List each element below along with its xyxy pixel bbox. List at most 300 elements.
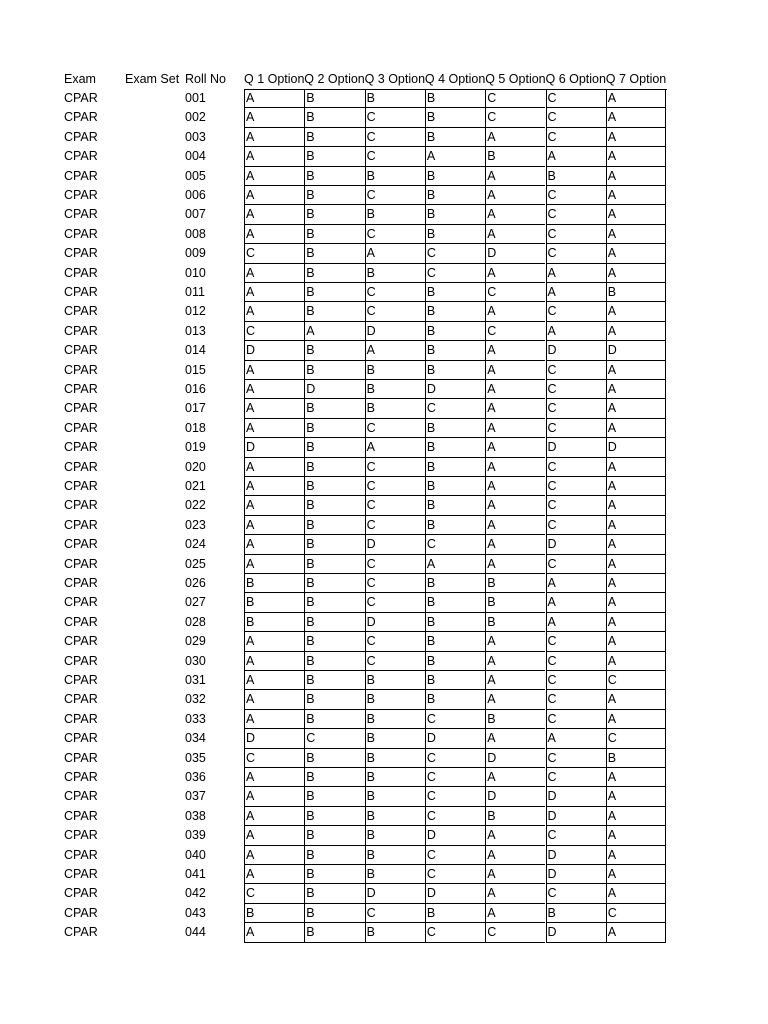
answer-cell-q3: C [365, 225, 425, 244]
answer-cell-q7: A [606, 496, 666, 515]
answer-cell-q5: B [485, 807, 545, 826]
answer-cell-q4: C [425, 710, 485, 729]
roll-no-cell: 003 [185, 129, 206, 144]
answer-cell-q4: B [425, 516, 485, 535]
answer-cell-q2: B [304, 458, 364, 477]
answer-cell-q3: B [365, 846, 425, 865]
answer-cell-q7: A [606, 652, 666, 671]
roll-no-cell: 014 [185, 343, 206, 358]
answer-cell-q2: B [304, 361, 364, 380]
answer-cell-q4: B [425, 341, 485, 360]
answer-cell-q7: A [606, 361, 666, 380]
answer-cell-q6: C [546, 89, 606, 108]
exam-cell: CPAR [64, 246, 98, 261]
answer-cell-q6: A [546, 264, 606, 283]
answer-cell-q3: B [365, 749, 425, 768]
header-q4: Q 4 Option [424, 72, 486, 86]
answer-cell-q1: A [244, 89, 304, 108]
answer-cell-q1: A [244, 807, 304, 826]
answer-cell-q2: D [304, 380, 364, 399]
answer-cell-q3: C [365, 574, 425, 593]
answer-cell-q6: C [546, 652, 606, 671]
table-row [0, 749, 768, 768]
answer-cell-q5: A [485, 516, 545, 535]
answer-cell-q3: B [365, 710, 425, 729]
answer-cell-q3: A [365, 438, 425, 457]
answer-cell-q7: C [606, 729, 666, 748]
answer-cell-q6: A [546, 729, 606, 748]
answer-cell-q4: C [425, 807, 485, 826]
answer-cell-q6: C [546, 380, 606, 399]
answer-cell-q1: A [244, 496, 304, 515]
answer-cell-q1: A [244, 632, 304, 651]
answer-cell-q5: A [485, 826, 545, 845]
answer-cell-q3: C [365, 496, 425, 515]
answer-cell-q4: B [425, 361, 485, 380]
exam-cell: CPAR [64, 285, 98, 299]
table-row [0, 535, 768, 554]
roll-no-cell: 027 [185, 595, 206, 610]
answer-cell-q5: A [485, 205, 545, 224]
answer-cell-q6: C [546, 108, 606, 127]
answer-cell-q6: C [546, 690, 606, 709]
answer-cell-q7: A [606, 128, 666, 147]
answer-cell-q1: A [244, 361, 304, 380]
answer-cell-q2: B [304, 768, 364, 787]
answer-cell-q1: A [244, 302, 304, 321]
table-row [0, 690, 768, 709]
roll-no-cell: 041 [185, 867, 206, 881]
answer-cell-q4: B [425, 632, 485, 651]
answer-cell-q2: B [304, 671, 364, 690]
roll-no-cell: 004 [185, 149, 206, 164]
answer-cell-q2: B [304, 516, 364, 535]
table-row [0, 884, 768, 903]
answer-cell-q6: D [546, 865, 606, 884]
answer-cell-q1: C [244, 322, 304, 341]
roll-no-cell: 028 [185, 614, 206, 629]
answer-cell-q5: A [485, 652, 545, 671]
answer-cell-q6: C [546, 302, 606, 321]
roll-no-cell: 011 [185, 285, 205, 299]
answer-cell-q3: C [365, 632, 425, 651]
table-row [0, 593, 768, 612]
table-row [0, 865, 768, 884]
answer-cell-q5: C [485, 923, 545, 942]
answer-cell-q6: D [546, 341, 606, 360]
answer-cell-q3: C [365, 652, 425, 671]
exam-cell: CPAR [64, 886, 98, 901]
answer-cell-q4: B [425, 613, 485, 632]
table-row [0, 807, 768, 826]
answer-cell-q4: B [425, 593, 485, 612]
answer-cell-q7: A [606, 167, 666, 186]
answer-cell-q4: B [425, 128, 485, 147]
table-row [0, 516, 768, 535]
answer-cell-q4: B [425, 186, 485, 205]
answer-cell-q4: B [425, 477, 485, 496]
answer-cell-q3: B [365, 787, 425, 806]
answer-cell-q5: B [485, 710, 545, 729]
exam-cell: CPAR [64, 382, 98, 396]
roll-no-cell: 021 [185, 479, 206, 493]
answer-cell-q6: D [546, 535, 606, 554]
answer-cell-q6: A [546, 593, 606, 612]
answer-cell-q6: C [546, 205, 606, 224]
answer-cell-q2: B [304, 496, 364, 515]
answer-cell-q2: C [304, 729, 364, 748]
table-row [0, 477, 768, 496]
answer-cell-q2: B [304, 399, 364, 418]
roll-no-cell: 025 [185, 556, 206, 571]
exam-cell: CPAR [64, 867, 98, 881]
table-row [0, 186, 768, 205]
answer-cell-q5: C [485, 108, 545, 127]
answer-cell-q7: A [606, 923, 666, 942]
answer-cell-q5: A [485, 380, 545, 399]
answer-cell-q6: A [546, 283, 606, 302]
exam-cell: CPAR [64, 401, 98, 416]
answer-cell-q1: A [244, 283, 304, 302]
answer-cell-q3: C [365, 186, 425, 205]
answer-cell-q7: C [606, 671, 666, 690]
header-q2: Q 2 Option [304, 72, 365, 86]
answer-cell-q1: A [244, 768, 304, 787]
answer-cell-q7: A [606, 535, 666, 554]
roll-no-cell: 012 [185, 304, 206, 319]
answer-cell-q7: A [606, 613, 666, 632]
answer-cell-q5: A [485, 399, 545, 418]
table-row [0, 904, 768, 923]
exam-cell: CPAR [64, 595, 98, 610]
answer-cell-q5: B [485, 593, 545, 612]
answer-cell-q7: A [606, 458, 666, 477]
answer-cell-q2: B [304, 632, 364, 651]
table-row [0, 787, 768, 806]
answer-cell-q6: C [546, 128, 606, 147]
table-row [0, 322, 768, 341]
answer-cell-q2: B [304, 225, 364, 244]
answer-cell-q1: A [244, 225, 304, 244]
answer-cell-q3: B [365, 768, 425, 787]
roll-no-cell: 005 [185, 168, 206, 183]
answer-cell-q7: A [606, 807, 666, 826]
answer-cell-q4: C [425, 787, 485, 806]
answer-cell-q7: A [606, 147, 666, 166]
answer-cell-q1: B [244, 593, 304, 612]
table-row [0, 361, 768, 380]
exam-cell: CPAR [64, 188, 98, 202]
table-row [0, 652, 768, 671]
answer-cell-q2: B [304, 690, 364, 709]
answer-cell-q6: C [546, 555, 606, 574]
exam-cell: CPAR [64, 653, 98, 668]
answer-cell-q1: A [244, 458, 304, 477]
answer-cell-q3: C [365, 302, 425, 321]
table-row [0, 729, 768, 748]
answer-cell-q2: B [304, 807, 364, 826]
answer-cell-q3: C [365, 283, 425, 302]
exam-cell: CPAR [64, 420, 98, 435]
table-row [0, 399, 768, 418]
table-row [0, 768, 768, 787]
answer-cell-q1: A [244, 710, 304, 729]
table-row [0, 574, 768, 593]
answer-cell-q2: B [304, 574, 364, 593]
answer-cell-q2: B [304, 846, 364, 865]
answer-cell-q4: B [425, 322, 485, 341]
answer-cell-q6: A [546, 147, 606, 166]
answer-cell-q1: A [244, 477, 304, 496]
answer-cell-q2: B [304, 302, 364, 321]
exam-cell: CPAR [64, 789, 98, 804]
answer-cell-q5: A [485, 341, 545, 360]
answer-cell-q2: B [304, 923, 364, 942]
exam-cell: CPAR [64, 323, 98, 338]
table-row [0, 438, 768, 457]
answer-cell-q1: A [244, 380, 304, 399]
answer-cell-q7: A [606, 710, 666, 729]
exam-cell: CPAR [64, 91, 98, 105]
answer-cell-q1: A [244, 128, 304, 147]
answer-cell-q2: B [304, 186, 364, 205]
answer-cell-q6: C [546, 458, 606, 477]
roll-no-cell: 039 [185, 828, 206, 843]
answer-cell-q4: B [425, 89, 485, 108]
roll-no-cell: 019 [185, 440, 206, 455]
answer-cell-q4: C [425, 399, 485, 418]
exam-cell: CPAR [64, 479, 98, 493]
table-row [0, 264, 768, 283]
answer-cell-q4: C [425, 923, 485, 942]
answer-cell-q7: A [606, 477, 666, 496]
answer-cell-q2: B [304, 167, 364, 186]
answer-cell-q6: D [546, 846, 606, 865]
answer-cell-q7: A [606, 690, 666, 709]
answer-cell-q5: A [485, 671, 545, 690]
table-row [0, 128, 768, 147]
answer-cell-q6: D [546, 807, 606, 826]
answer-cell-q4: D [425, 884, 485, 903]
answer-cell-q5: A [485, 768, 545, 787]
answer-cell-q5: A [485, 419, 545, 438]
answer-cell-q1: A [244, 535, 304, 554]
roll-no-cell: 013 [185, 323, 206, 338]
answer-cell-q4: C [425, 244, 485, 263]
answer-cell-q3: C [365, 593, 425, 612]
answer-cell-q5: A [485, 729, 545, 748]
answer-cell-q5: D [485, 749, 545, 768]
answer-cell-q6: C [546, 749, 606, 768]
exam-cell: CPAR [64, 149, 98, 164]
answer-cell-q7: A [606, 264, 666, 283]
answer-cell-q5: A [485, 632, 545, 651]
answer-cell-q4: B [425, 302, 485, 321]
roll-no-cell: 006 [185, 188, 206, 202]
table-row [0, 302, 768, 321]
answer-cell-q2: B [304, 477, 364, 496]
answer-cell-q6: C [546, 632, 606, 651]
answer-cell-q4: B [425, 574, 485, 593]
answer-cell-q7: A [606, 89, 666, 108]
answer-cell-q6: C [546, 419, 606, 438]
table-row [0, 205, 768, 224]
answer-cell-q4: B [425, 496, 485, 515]
answer-cell-q7: A [606, 380, 666, 399]
answer-cell-q3: B [365, 361, 425, 380]
answer-cell-q1: A [244, 419, 304, 438]
answer-cell-q4: D [425, 380, 485, 399]
answer-cell-q3: B [365, 671, 425, 690]
header-q3: Q 3 Option [364, 72, 425, 86]
answer-cell-q7: A [606, 574, 666, 593]
answer-cell-q1: D [244, 438, 304, 457]
answer-cell-q6: C [546, 768, 606, 787]
answer-cell-q5: A [485, 186, 545, 205]
header-q1: Q 1 Option [244, 72, 305, 86]
answer-cell-q2: B [304, 749, 364, 768]
answer-cell-q1: B [244, 574, 304, 593]
answer-cell-q7: A [606, 555, 666, 574]
answer-cell-q5: A [485, 225, 545, 244]
answer-cell-q7: A [606, 768, 666, 787]
answer-cell-q4: B [425, 690, 485, 709]
answer-cell-q1: A [244, 147, 304, 166]
answer-cell-q5: A [485, 477, 545, 496]
roll-no-cell: 036 [185, 770, 206, 784]
answer-cell-q7: A [606, 244, 666, 263]
table-row [0, 923, 768, 942]
answer-cell-q6: C [546, 671, 606, 690]
table-row [0, 380, 768, 399]
answer-cell-q5: A [485, 865, 545, 884]
answer-cell-q5: C [485, 283, 545, 302]
exam-cell: CPAR [64, 537, 98, 552]
exam-cell: CPAR [64, 692, 98, 707]
answer-cell-q7: A [606, 865, 666, 884]
exam-cell: CPAR [64, 440, 98, 455]
answer-cell-q2: B [304, 205, 364, 224]
answer-cell-q4: B [425, 438, 485, 457]
table-row [0, 283, 768, 302]
answer-cell-q4: B [425, 225, 485, 244]
answer-cell-q1: A [244, 205, 304, 224]
answer-cell-q1: B [244, 613, 304, 632]
answer-cell-q5: B [485, 147, 545, 166]
answer-cell-q7: C [606, 904, 666, 923]
answer-cell-q4: C [425, 846, 485, 865]
answer-cell-q4: B [425, 904, 485, 923]
answer-cell-q6: C [546, 710, 606, 729]
answer-cell-q5: A [485, 361, 545, 380]
answer-cell-q3: B [365, 167, 425, 186]
answer-cell-q1: A [244, 186, 304, 205]
answer-cell-q6: D [546, 923, 606, 942]
answer-cell-q2: B [304, 419, 364, 438]
table-row [0, 632, 768, 651]
answer-cell-q6: C [546, 826, 606, 845]
roll-no-cell: 007 [185, 207, 206, 222]
answer-cell-q3: C [365, 516, 425, 535]
answer-cell-q4: A [425, 147, 485, 166]
answer-cell-q7: A [606, 205, 666, 224]
answer-cell-q5: C [485, 89, 545, 108]
table-row [0, 419, 768, 438]
answer-cell-q1: A [244, 399, 304, 418]
answer-cell-q4: B [425, 167, 485, 186]
answer-cell-q5: A [485, 264, 545, 283]
answer-cell-q2: B [304, 108, 364, 127]
answer-cell-q6: C [546, 496, 606, 515]
answer-cell-q1: A [244, 264, 304, 283]
roll-no-cell: 034 [185, 731, 206, 746]
answer-cell-q4: B [425, 108, 485, 127]
answer-cell-q1: A [244, 167, 304, 186]
answer-cell-q1: A [244, 652, 304, 671]
answer-cell-q1: A [244, 826, 304, 845]
table-row [0, 89, 768, 108]
answer-cell-q5: A [485, 846, 545, 865]
header-exam-set: Exam Set [125, 72, 180, 86]
answer-cell-q4: C [425, 749, 485, 768]
answer-cell-q2: B [304, 555, 364, 574]
roll-no-cell: 040 [185, 847, 206, 862]
exam-cell: CPAR [64, 168, 98, 183]
exam-cell: CPAR [64, 459, 98, 474]
answer-cell-q6: C [546, 516, 606, 535]
roll-no-cell: 024 [185, 537, 206, 552]
answer-cell-q4: A [425, 555, 485, 574]
answer-cell-q7: A [606, 846, 666, 865]
answer-cell-q1: A [244, 555, 304, 574]
exam-cell: CPAR [64, 828, 98, 843]
answer-cell-q1: A [244, 108, 304, 127]
answer-cell-q4: B [425, 283, 485, 302]
answer-cell-q3: B [365, 729, 425, 748]
roll-no-cell: 044 [185, 925, 206, 940]
answer-cell-q2: B [304, 264, 364, 283]
answer-cell-q7: B [606, 283, 666, 302]
answer-cell-q5: D [485, 244, 545, 263]
roll-no-cell: 020 [185, 459, 206, 474]
answer-cell-q3: B [365, 807, 425, 826]
answer-cell-q3: B [365, 205, 425, 224]
roll-no-cell: 010 [185, 265, 206, 280]
answer-cell-q3: B [365, 264, 425, 283]
answer-cell-q3: C [365, 147, 425, 166]
exam-cell: CPAR [64, 265, 98, 280]
answer-cell-q2: B [304, 147, 364, 166]
answer-cell-q1: D [244, 729, 304, 748]
exam-cell: CPAR [64, 207, 98, 222]
answer-cell-q3: C [365, 419, 425, 438]
answer-cell-q4: B [425, 419, 485, 438]
roll-no-cell: 015 [185, 362, 206, 377]
answer-cell-q7: A [606, 632, 666, 651]
answer-cell-q2: B [304, 787, 364, 806]
exam-cell: CPAR [64, 362, 98, 377]
answer-cell-q7: A [606, 826, 666, 845]
answer-cell-q3: C [365, 555, 425, 574]
answer-cell-q3: B [365, 865, 425, 884]
answer-cell-q4: D [425, 826, 485, 845]
answer-cell-q6: A [546, 574, 606, 593]
answer-cell-q1: C [244, 749, 304, 768]
answer-cell-q3: B [365, 690, 425, 709]
answer-cell-q4: B [425, 652, 485, 671]
answer-cell-q3: A [365, 244, 425, 263]
answer-cell-q6: A [546, 613, 606, 632]
